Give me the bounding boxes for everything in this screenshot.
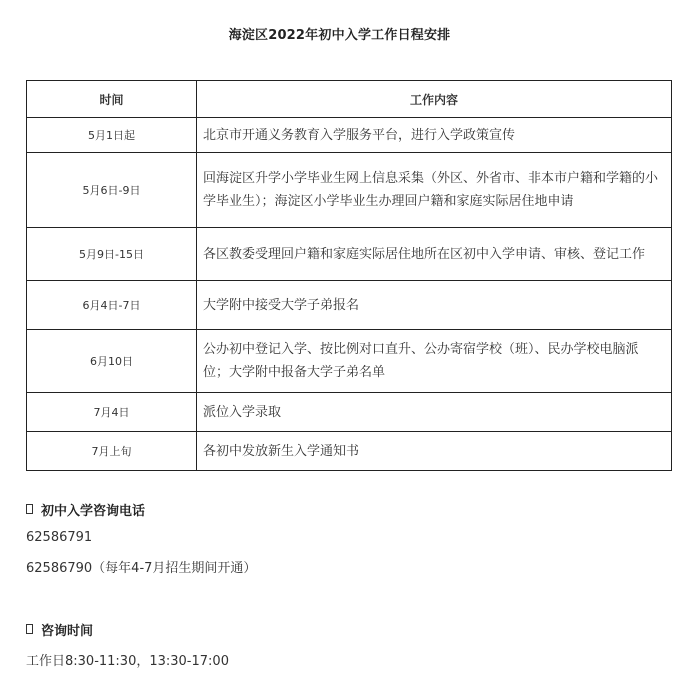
table-header-row — [27, 81, 672, 118]
phone-number: 62586790（每年4-7月招生期间开通） — [26, 561, 257, 576]
box-icon — [26, 624, 33, 634]
row-content: 北京市开通义务教育入学服务平台，进行入学政策宣传 — [197, 118, 672, 153]
row-content: 各区教委受理回户籍和家庭实际居住地所在区初中入学申请、审核、登记工作 — [197, 228, 672, 281]
row-time: 5月9日-15日 — [27, 228, 197, 281]
table-row — [27, 432, 672, 471]
phone-number: 62586791 — [26, 530, 93, 545]
phone-heading-text: 初中入学咨询电话 — [41, 503, 146, 519]
table-row — [27, 153, 672, 228]
row-time: 7月4日 — [27, 393, 197, 432]
phone-heading — [26, 500, 671, 518]
row-content: 派位入学录取 — [197, 393, 672, 432]
table-row — [27, 330, 672, 393]
hours-section — [26, 620, 671, 669]
hours-heading-text: 咨询时间 — [41, 623, 94, 639]
row-time: 5月1日起 — [27, 118, 197, 153]
row-content: 各初中发放新生入学通知书 — [197, 432, 672, 471]
column-header-content: 工作内容 — [197, 81, 672, 118]
row-time: 7月上旬 — [27, 432, 197, 471]
office-hours: 工作日8:30-11:30，13:30-17:00 — [26, 654, 229, 669]
row-time: 5月6日-9日 — [27, 153, 197, 228]
page-title: 海淀区2022年初中入学工作日程安排 — [228, 28, 451, 43]
row-content: 回海淀区升学小学毕业生网上信息采集（外区、外省市、非本市户籍和学籍的小学毕业生）；海淀区小学毕业生办理回户籍和家庭实际居住地申请 — [197, 153, 672, 228]
table-row — [27, 393, 672, 432]
box-icon — [26, 504, 33, 514]
row-content: 大学附中接受大学子弟报名 — [197, 281, 672, 330]
schedule-table — [26, 80, 672, 471]
hours-heading — [26, 620, 671, 638]
table-row — [27, 118, 672, 153]
column-header-time: 时间 — [27, 81, 197, 118]
table-row — [27, 281, 672, 330]
row-time: 6月10日 — [27, 330, 197, 393]
row-content: 公办初中登记入学、按比例对口直升、公办寄宿学校（班）、民办学校电脑派位；大学附中报备大学子弟名单 — [197, 330, 672, 393]
phone-section — [26, 500, 671, 576]
row-time: 6月4日-7日 — [27, 281, 197, 330]
table-row — [27, 228, 672, 281]
